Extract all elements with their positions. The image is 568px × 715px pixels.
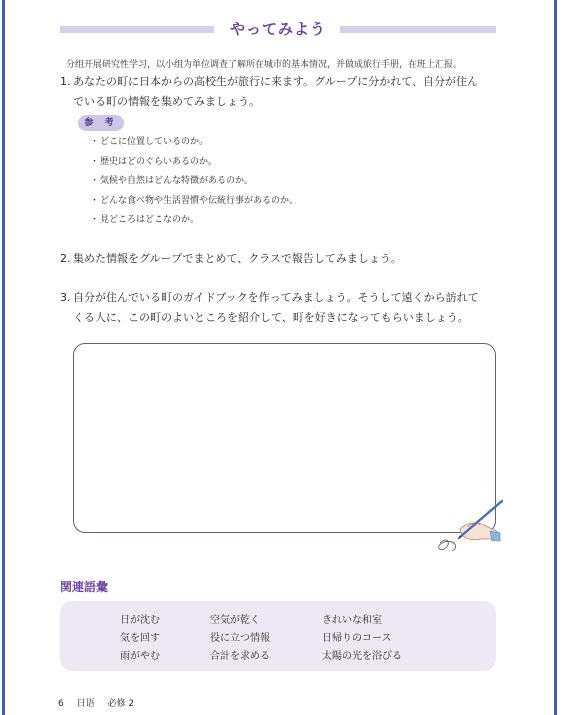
question-1	[60, 72, 508, 112]
bullet-icon: ・	[90, 215, 100, 225]
vocabulary-item: きれいな和室	[322, 615, 382, 626]
vocabulary-column	[322, 612, 402, 666]
list-item: ・どこに位置しているのか。	[90, 133, 298, 153]
bullet-icon: ・	[90, 137, 100, 147]
question-text-continued: くる人に、この町のよいところを紹介して、町を好きになってもらいましょう。	[73, 311, 469, 324]
vocabulary-item: 雨がやむ	[120, 651, 160, 662]
vocabulary-panel	[60, 601, 496, 671]
bullet-icon: ・	[90, 176, 100, 186]
list-item: ・気候や自然はどんな特徴があるのか。	[90, 172, 298, 192]
question-number: 3.	[60, 291, 71, 304]
section-header	[60, 18, 496, 42]
question-3	[60, 288, 508, 328]
question-text: 集めた情報をグループでまとめて、クラスで報告してみましょう。	[73, 252, 402, 265]
vocabulary-item: 空気が乾く	[210, 615, 260, 626]
page-footer	[58, 696, 144, 709]
question-number: 2.	[60, 252, 71, 265]
vocabulary-column	[210, 612, 270, 666]
reference-badge: 参 考	[78, 115, 124, 131]
bullet-icon: ・	[90, 195, 100, 206]
vocabulary-column	[120, 612, 160, 666]
list-item: ・見どころはどこなのか。	[90, 211, 298, 231]
vocabulary-title: 関連語彙	[60, 580, 109, 594]
bullet-icon: ・	[90, 156, 100, 167]
question-text: あなたの町に日本からの高校生が旅行に来ます。グループに分かれて、自分が住ん	[73, 75, 479, 88]
book-title: 日语	[76, 699, 95, 709]
chinese-instruction: 分组开展研究性学习，以小组为单位调查了解所在城市的基本情况，并做成旅行手册，在班上汇报。	[66, 60, 463, 70]
vocabulary-item: 気を回す	[120, 633, 160, 644]
vocabulary-item: 日が沈む	[120, 615, 160, 626]
reference-list	[90, 133, 298, 231]
vocabulary-item: 合計を求める	[210, 651, 270, 662]
vocabulary-item: 役に立つ情報	[210, 633, 270, 644]
page-number: 6	[58, 699, 64, 709]
vocabulary-item: 日帰りのコース	[322, 633, 392, 644]
list-item: ・歴史はどのぐらいあるのか。	[90, 153, 298, 173]
question-text-continued: でいる町の情報を集めてみましょう。	[73, 95, 260, 108]
question-text: 自分が住んでいる町のガイドブックを作ってみましょう。そうして遠くから訪れて	[73, 291, 479, 304]
vocabulary-item: 太陽の光を浴びる	[322, 651, 402, 662]
question-2	[60, 249, 508, 269]
writing-hand-icon	[430, 495, 508, 557]
volume-label: 必修 2	[107, 699, 135, 709]
question-number: 1.	[60, 75, 71, 88]
section-title: やってみよう	[229, 20, 326, 38]
list-item: ・どんな食べ物や生活習慣や伝統行事があるのか。	[90, 192, 298, 212]
